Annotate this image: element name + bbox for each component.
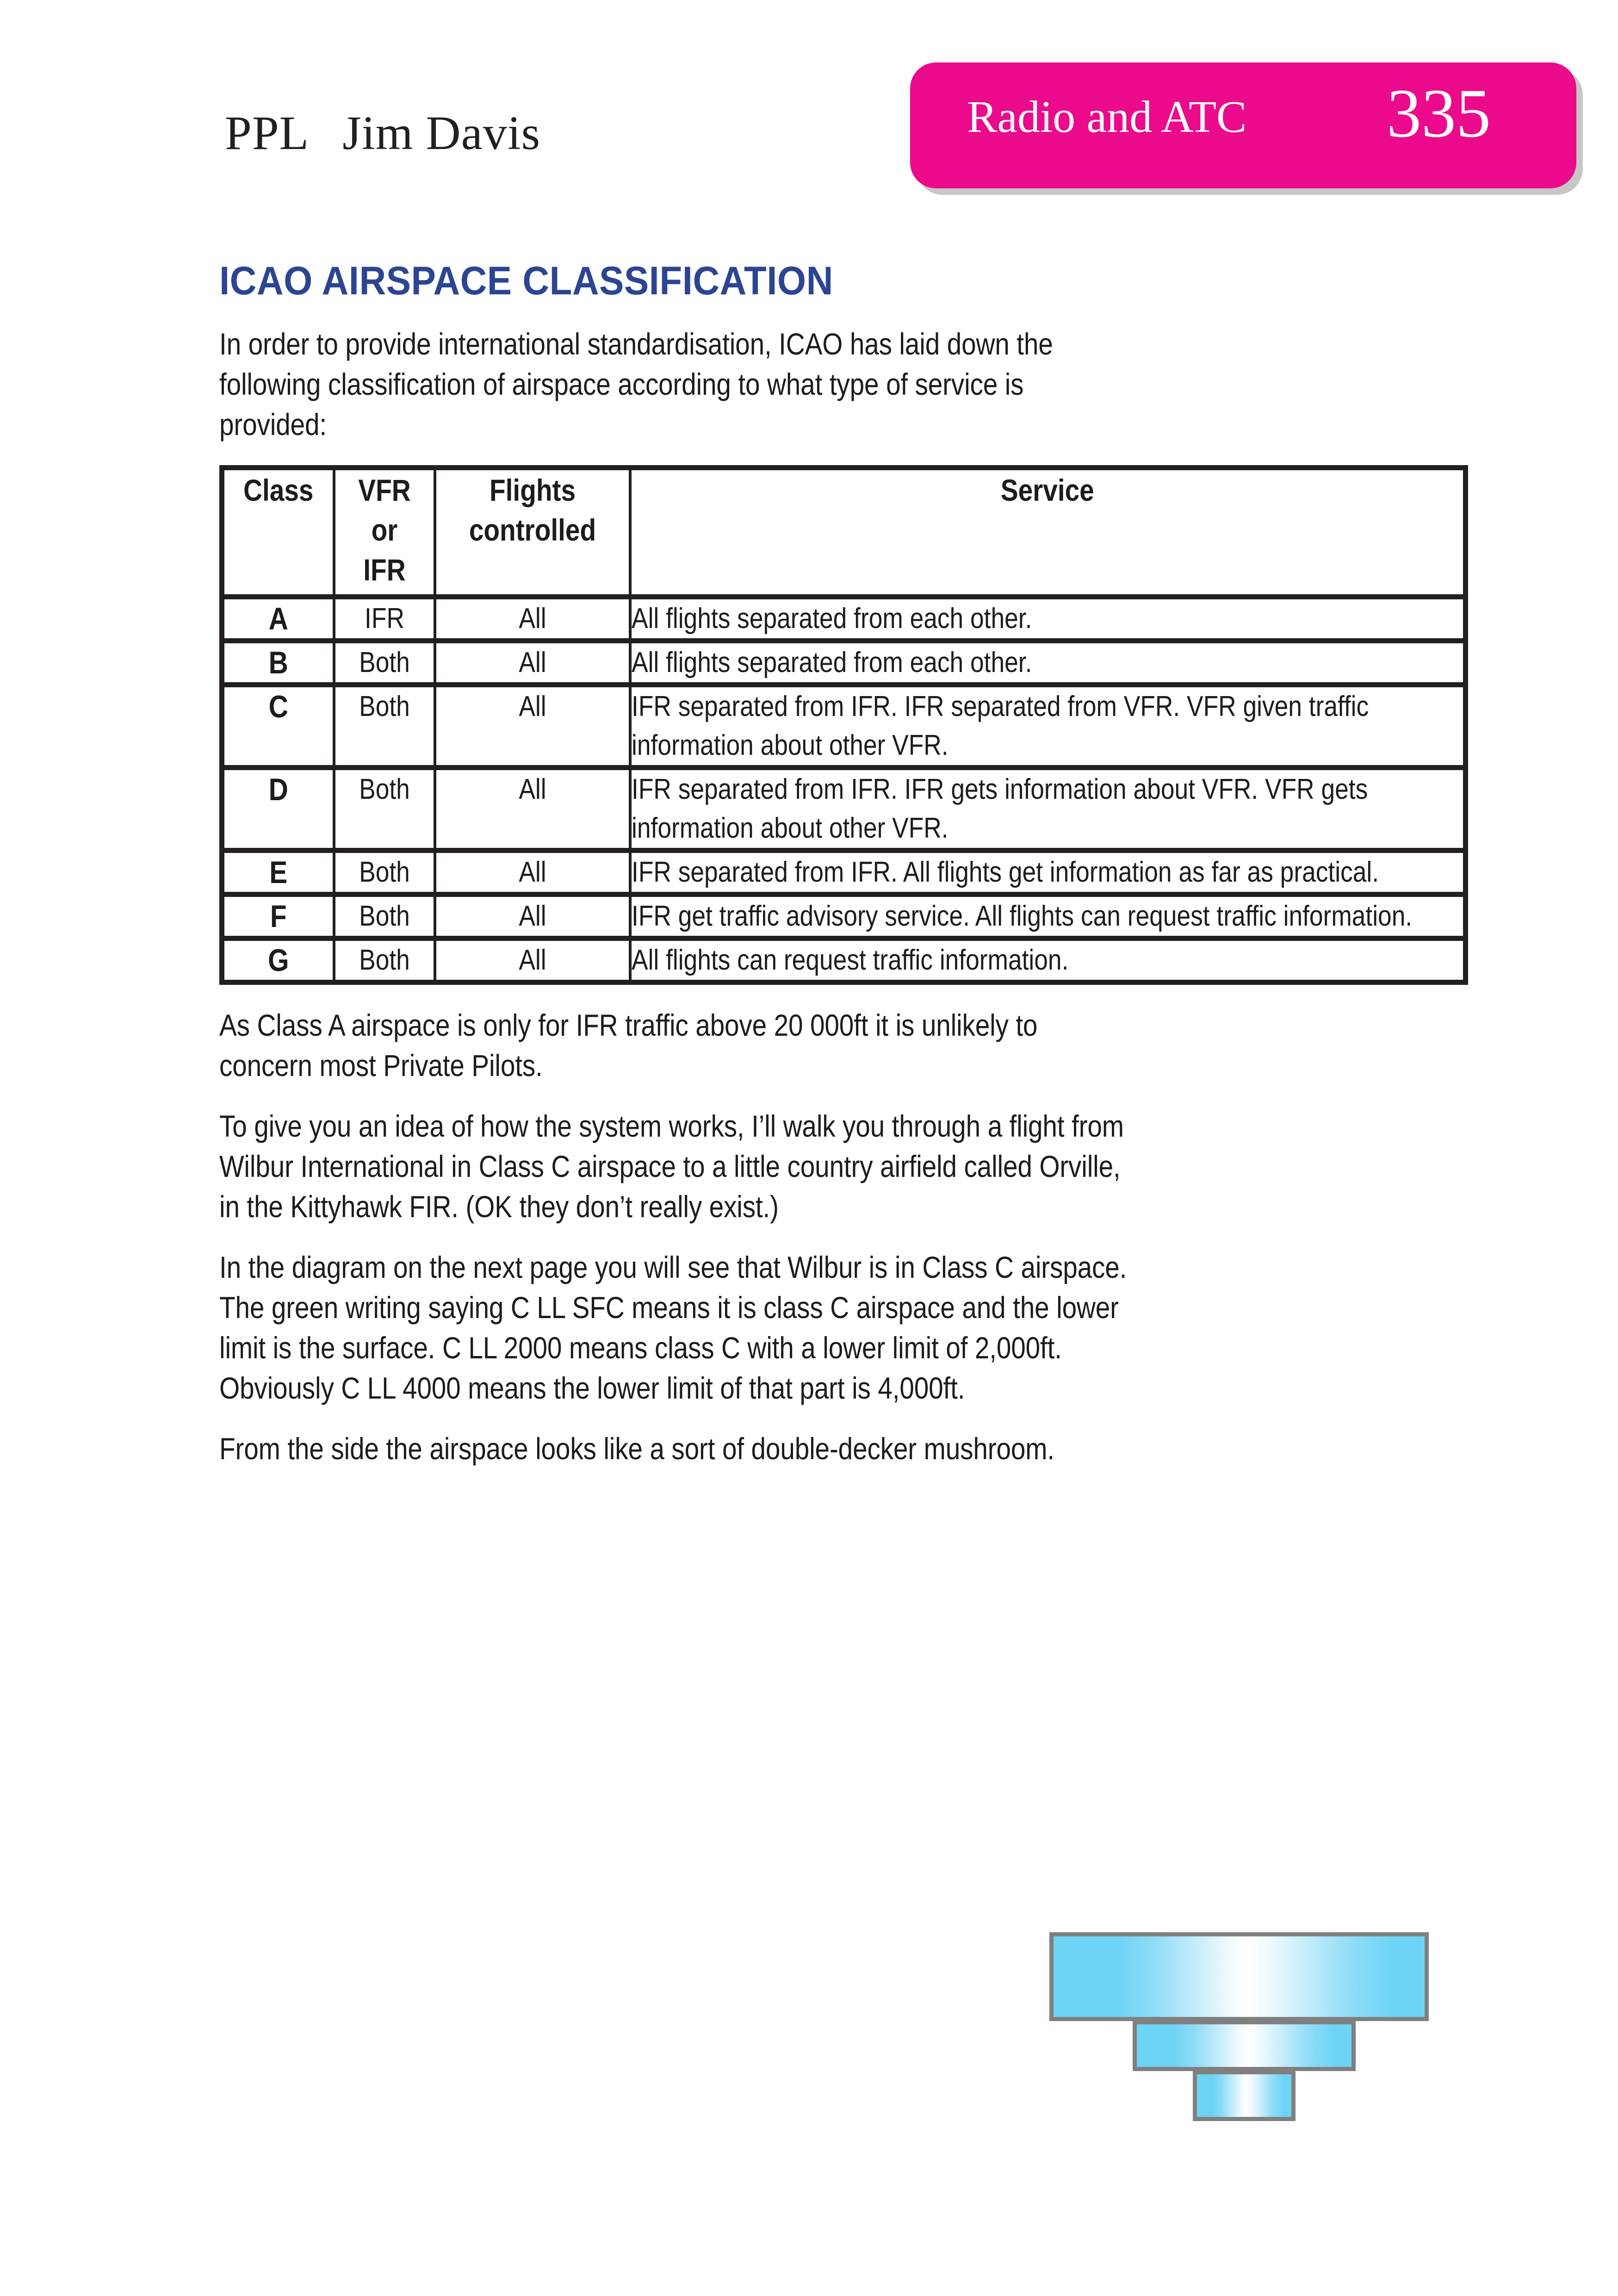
paragraph-1-wrap: [219, 1005, 1131, 1086]
cell-class-value: C: [268, 689, 288, 724]
book-label: PPL: [225, 106, 310, 160]
paragraph-flight-walkthrough: To give you an idea of how the system works, I’ll walk you through a flight from Wilbur International in Class C airspace to a little country airfield called Orville, in the Kittyhawk FIR. (OK they don’t really exist.): [219, 1109, 1124, 1224]
chapter-banner: [910, 62, 1576, 188]
cell-vfr-or-ifr: [334, 641, 435, 685]
page-header: [0, 0, 1618, 218]
section-heading: ICAO AIRSPACE CLASSIFICATION: [219, 259, 833, 303]
paragraph-mushroom-note: From the side the airspace looks like a sort of double-decker mushroom.: [219, 1431, 1054, 1466]
table-head: [222, 468, 1466, 597]
cell-flights-controlled-value: All: [518, 603, 546, 635]
cell-service-value: IFR separated from IFR. All flights get information as far as practical.: [631, 856, 1379, 888]
cell-service: [630, 641, 1466, 685]
chapter-title: Radio and ATC: [967, 92, 1247, 142]
cell-class-value: F: [270, 899, 287, 934]
cell-service: [630, 768, 1466, 851]
cell-class: [222, 597, 334, 641]
cell-class: [222, 851, 334, 895]
col-header-vfr-line3: IFR: [363, 553, 406, 587]
cell-service: [630, 851, 1466, 895]
cell-vfr-or-ifr: [334, 768, 435, 851]
table-row: [222, 851, 1466, 895]
col-header-flights-line2: controlled: [469, 513, 596, 547]
cell-class: [222, 641, 334, 685]
col-header-vfr-line2: or: [371, 513, 397, 547]
cell-flights-controlled-value: All: [518, 773, 546, 805]
cell-vfr-or-ifr-value: Both: [359, 900, 410, 932]
cell-flights-controlled: [435, 939, 630, 983]
cell-vfr-or-ifr-value: Both: [359, 773, 410, 805]
cell-class-value: B: [268, 645, 288, 680]
paragraph-class-a-note: As Class A airspace is only for IFR traffic above 20 000ft it is unlikely to concern most Private Pilots.: [219, 1008, 1038, 1083]
cell-vfr-or-ifr-value: Both: [359, 944, 410, 976]
intro-paragraph-wrap: [219, 324, 1131, 445]
cell-class-value: E: [269, 855, 288, 890]
cell-service: [630, 685, 1466, 768]
cell-vfr-or-ifr: [334, 895, 435, 939]
airspace-table-wrap: [219, 465, 1463, 985]
cell-vfr-or-ifr: [334, 851, 435, 895]
author-name: Jim Davis: [342, 106, 541, 160]
cell-flights-controlled: [435, 895, 630, 939]
cell-vfr-or-ifr-value: Both: [359, 856, 410, 888]
cell-vfr-or-ifr: [334, 939, 435, 983]
mushroom-lower-stem: [1193, 2070, 1296, 2121]
col-header-class: [222, 468, 334, 597]
cell-vfr-or-ifr-value: Both: [359, 691, 410, 722]
icao-airspace-classification-table: [219, 465, 1468, 985]
cell-service-value: IFR separated from IFR. IFR separated from VFR. VFR given traffic information about other VFR.: [631, 691, 1369, 761]
cell-vfr-or-ifr-value: IFR: [364, 603, 404, 635]
cell-class-value: D: [268, 772, 288, 807]
col-header-flights-line1: Flights: [489, 473, 576, 507]
col-header-class-label: Class: [243, 473, 314, 507]
cell-flights-controlled: [435, 768, 630, 851]
col-header-flights-controlled: [435, 468, 630, 597]
chapter-banner-inner: [910, 62, 1576, 188]
table-row: [222, 597, 1466, 641]
cell-vfr-or-ifr-value: Both: [359, 647, 410, 678]
cell-flights-controlled-value: All: [518, 856, 546, 888]
page-number: 335: [1387, 75, 1491, 152]
col-header-service-label: Service: [1000, 473, 1094, 507]
table-header-row: [222, 468, 1466, 597]
paragraph-diagram-explanation: In the diagram on the next page you will see that Wilbur is in Class C airspace. The green writing saying C LL SFC means it is class C airspace and the lower limit is the surface. C LL 2000 means class C with a lower limit of 2,000ft. Obviously C LL 4000 means the lower limit of that part is 4,000ft.: [219, 1250, 1127, 1405]
col-header-service: [630, 468, 1466, 597]
cell-class: [222, 768, 334, 851]
table-body: [222, 597, 1466, 983]
cell-service-value: IFR separated from IFR. IFR gets information about VFR. VFR gets information about other VFR.: [631, 773, 1368, 844]
cell-class: [222, 939, 334, 983]
table-row: [222, 895, 1466, 939]
cell-flights-controlled: [435, 641, 630, 685]
cell-flights-controlled-value: All: [518, 647, 546, 678]
cell-flights-controlled-value: All: [518, 900, 546, 932]
cell-service-value: All flights can request traffic information.: [631, 944, 1068, 976]
cell-flights-controlled: [435, 685, 630, 768]
cell-flights-controlled-value: All: [518, 691, 546, 722]
mushroom-upper-shelf: [1049, 1932, 1429, 2021]
cell-vfr-or-ifr: [334, 685, 435, 768]
cell-service-value: All flights separated from each other.: [631, 603, 1032, 635]
cell-service-value: All flights separated from each other.: [631, 647, 1032, 678]
cell-flights-controlled-value: All: [518, 944, 546, 976]
mushroom-airspace-diagram: [1049, 1932, 1475, 2210]
table-row: [222, 641, 1466, 685]
cell-service-value: IFR get traffic advisory service. All flights can request traffic information.: [631, 900, 1412, 932]
table-row: [222, 685, 1466, 768]
cell-flights-controlled: [435, 851, 630, 895]
table-row: [222, 939, 1466, 983]
paragraph-3-wrap: [219, 1247, 1131, 1408]
main-content: [219, 259, 1464, 1489]
cell-vfr-or-ifr: [334, 597, 435, 641]
cell-service: [630, 597, 1466, 641]
intro-paragraph: In order to provide international standardisation, ICAO has laid down the following classification of airspace according to what type of service is provided:: [219, 327, 1053, 442]
cell-class: [222, 895, 334, 939]
paragraph-4-wrap: [219, 1429, 1131, 1469]
col-header-vfr-or-ifr: [334, 468, 435, 597]
cell-class-value: G: [268, 943, 289, 978]
cell-flights-controlled: [435, 597, 630, 641]
col-header-vfr-line1: VFR: [358, 473, 411, 507]
cell-service: [630, 939, 1466, 983]
book-title: [225, 106, 540, 161]
mushroom-middle-shelf: [1133, 2020, 1356, 2071]
cell-class-value: A: [268, 601, 288, 636]
paragraph-2-wrap: [219, 1106, 1131, 1227]
cell-service: [630, 895, 1466, 939]
cell-class: [222, 685, 334, 768]
table-row: [222, 768, 1466, 851]
